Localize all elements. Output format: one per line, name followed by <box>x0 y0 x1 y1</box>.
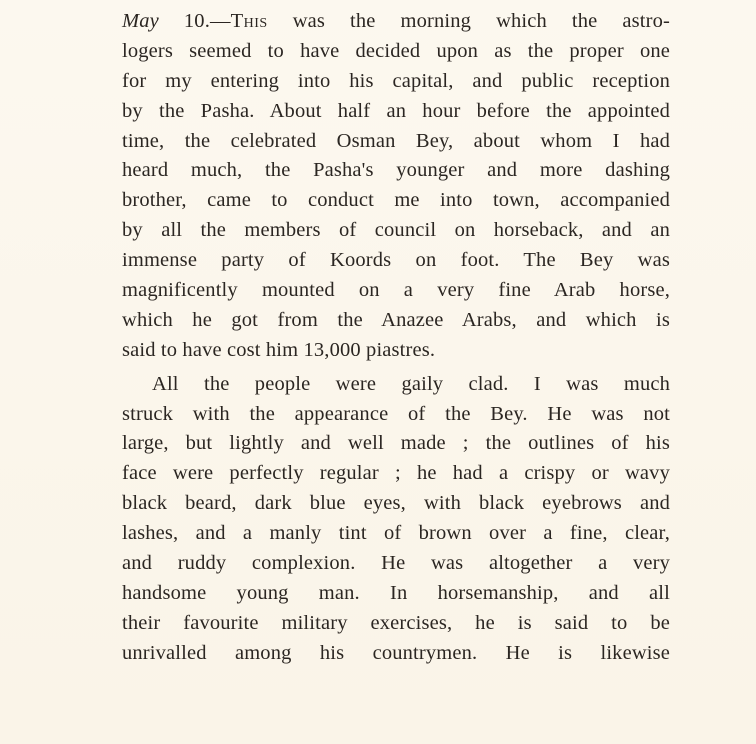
text-line: and ruddy complexion. He was altogether a very <box>122 552 670 575</box>
opening-word: This <box>230 10 268 32</box>
text-line: large, but lightly and well made ; the outlines of his <box>122 432 670 455</box>
text-line: by all the members of council on horseback, and an <box>122 219 670 242</box>
text-line: immense party of Koords on foot. The Bey was <box>122 249 670 272</box>
text-line: by the Pasha. About half an hour before the appointed <box>122 99 670 122</box>
text-line: black beard, dark blue eyes, with black eyebrows and <box>122 492 670 515</box>
text-line: time, the celebrated Osman Bey, about whom I had <box>122 129 670 152</box>
body-text <box>122 7 670 669</box>
text-line: brother, came to conduct me into town, accompanied <box>122 189 670 212</box>
text-line: heard much, the Pasha's younger and more dashing <box>122 159 670 182</box>
entry-date-number: 10.— <box>158 10 231 32</box>
text-line: handsome young man. In horsemanship, and all <box>122 581 670 604</box>
entry-date: May <box>122 10 159 32</box>
text-line: All the people were gaily clad. I was much <box>152 372 670 395</box>
text-line: for my entering into his capital, and public reception <box>122 69 670 92</box>
line-text: was the morning which the astro- <box>267 10 670 32</box>
text-line: logers seemed to have decided upon as the proper one <box>122 39 670 62</box>
text-line: said to have cost him 13,000 piastres. <box>122 338 436 361</box>
text-line: struck with the appearance of the Bey. He was not <box>122 402 670 425</box>
text-line: which he got from the Anazee Arabs, and which is <box>122 308 670 331</box>
text-line <box>122 7 670 37</box>
text-line: their favourite military exercises, he is said to be <box>122 611 670 634</box>
text-line: lashes, and a manly tint of brown over a fine, clear, <box>122 522 670 545</box>
text-line: face were perfectly regular ; he had a crispy or wavy <box>122 462 670 485</box>
text-line: unrivalled among his countrymen. He is likewise <box>122 641 670 664</box>
text-line: magnificently mounted on a very fine Arab horse, <box>122 279 670 302</box>
